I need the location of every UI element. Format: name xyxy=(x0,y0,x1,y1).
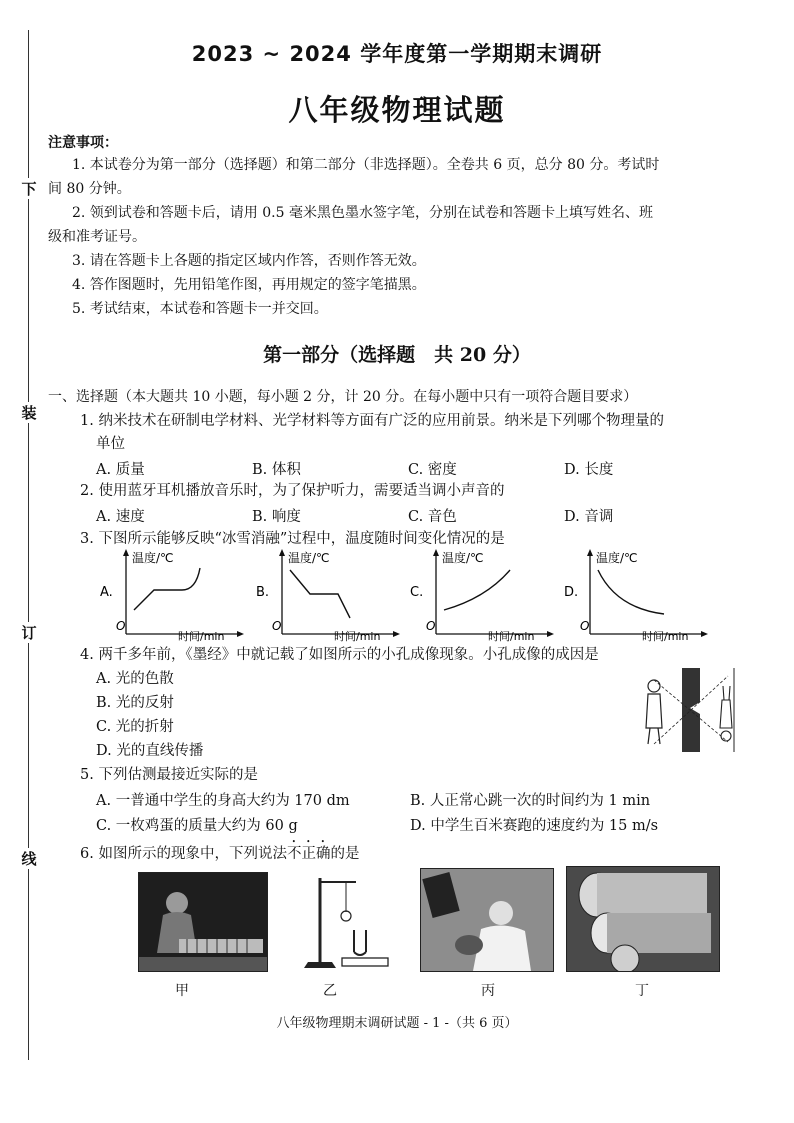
exam-subtitle: 八年级物理试题 xyxy=(288,93,506,127)
question-2-stem: 2. 使用蓝牙耳机播放音乐时，为了保护听力，需要适当调小声音的 xyxy=(80,483,505,499)
question-6-stem-pre: 6. 如图所示的现象中，下列说法 xyxy=(80,846,287,862)
x-label: 时间/min xyxy=(178,630,225,642)
photo-yi xyxy=(296,870,396,972)
x-axis-arrow xyxy=(237,631,244,637)
object xyxy=(455,935,483,955)
origin-label: O xyxy=(426,619,436,633)
stand-base xyxy=(304,962,336,968)
note-line: 4. 答作图题时，先用铅笔作图，再用规定的签字笔描黑。 xyxy=(72,277,426,293)
y-label: 温度/℃ xyxy=(288,551,330,565)
question-5-option: C. 一枚鸡蛋的质量大约为 60 g xyxy=(96,818,298,834)
question-5-stem: 5. 下列估测最接近实际的是 xyxy=(80,767,258,783)
question-2-option: C. 音色 xyxy=(408,509,457,525)
chart-c xyxy=(406,548,556,642)
note-line: 级和准考证号。 xyxy=(48,229,146,245)
origin-label: O xyxy=(116,619,126,633)
caption-jia: 甲 xyxy=(175,983,189,999)
y-label: 温度/℃ xyxy=(596,551,638,565)
image-body xyxy=(720,700,732,728)
question-3-stem: 3. 下图所示能够反映“冰雪消融”过程中，温度随时间变化情况的是 xyxy=(80,531,505,547)
note-line: 1. 本试卷分为第一部分（选择题）和第二部分（非选择题）。全卷共 6 页，总分 80 分。考试时 xyxy=(72,157,660,173)
question-5-option: D. 中学生百米赛跑的速度约为 15 m/s xyxy=(410,818,659,834)
exam-title: 2023 ~ 2024 学年度第一学期期末调研 xyxy=(191,42,603,66)
notes-title: 注意事项： xyxy=(48,135,118,151)
x-label: 时间/min xyxy=(334,630,381,642)
page-footer: 八年级物理期末调研试题 - 1 -（共 6 页） xyxy=(276,1016,518,1031)
question-2-option: B. 响度 xyxy=(252,509,301,525)
person-leg xyxy=(648,728,650,744)
caption-bing: 丙 xyxy=(481,983,495,999)
question-5-option: B. 人正常心跳一次的时间约为 1 min xyxy=(410,793,651,809)
curve-b xyxy=(290,570,350,618)
section-intro: 一、选择题（本大题共 10 小题，每小题 2 分，计 20 分。在每小题中只有一项符合题目要求） xyxy=(48,389,638,405)
question-6-stem-emphasis: 不正确 xyxy=(286,846,331,862)
resonance-box xyxy=(342,958,388,966)
binding-char: 线 xyxy=(18,848,40,869)
question-1-stem: 1. 纳米技术在研制电学材料、光学材料等方面有广泛的应用前景。纳米是下列哪个物理量的 xyxy=(80,413,664,429)
y-label: 温度/℃ xyxy=(132,551,174,565)
chart-b xyxy=(252,548,402,642)
y-label: 温度/℃ xyxy=(442,551,484,565)
note-line: 5. 考试结束，本试卷和答题卡一并交回。 xyxy=(72,301,328,317)
question-4-option: C. 光的折射 xyxy=(96,719,174,735)
chart-c-label: C. xyxy=(410,585,424,600)
curve-a xyxy=(134,568,200,610)
curve-d xyxy=(598,570,664,614)
person-body xyxy=(646,694,662,728)
image-leg xyxy=(723,686,724,700)
question-4-option: D. 光的直线传播 xyxy=(96,743,204,759)
x-axis-arrow xyxy=(393,631,400,637)
chart-d-label: D. xyxy=(564,585,579,600)
y-axis-arrow xyxy=(587,549,593,556)
caption-yi: 乙 xyxy=(323,983,337,999)
question-2-option: D. 音调 xyxy=(564,509,614,525)
caption-ding: 丁 xyxy=(635,983,649,999)
chart-a xyxy=(96,548,246,642)
x-label: 时间/min xyxy=(488,630,535,642)
x-label: 时间/min xyxy=(642,630,689,642)
binding-char: 下 xyxy=(18,178,40,199)
x-axis-arrow xyxy=(701,631,708,637)
ball xyxy=(341,911,351,921)
image-leg xyxy=(729,686,730,700)
question-1-option: C. 密度 xyxy=(408,462,457,478)
note-line: 3. 请在答题卡上各题的指定区域内作答，否则作答无效。 xyxy=(72,253,426,269)
zither xyxy=(179,939,263,953)
question-1-option: A. 质量 xyxy=(96,462,145,478)
y-axis-arrow xyxy=(123,549,129,556)
note-line: 间 80 分钟。 xyxy=(48,181,131,197)
origin-label: O xyxy=(272,619,282,633)
person-head xyxy=(489,901,513,925)
image-head xyxy=(721,731,731,741)
photo-ding xyxy=(566,866,720,972)
y-axis-arrow xyxy=(279,549,285,556)
y-axis-arrow xyxy=(433,549,439,556)
question-6-stem xyxy=(80,838,359,865)
chart-d xyxy=(560,548,710,642)
binding-char: 订 xyxy=(18,622,40,643)
question-1-option: B. 体积 xyxy=(252,462,301,478)
binding-char: 装 xyxy=(18,402,40,423)
performer-head xyxy=(166,892,188,914)
photo-jia xyxy=(138,872,268,972)
question-6-stem-post: 的是 xyxy=(330,846,360,862)
question-5-option: A. 一普通中学生的身高大约为 170 dm xyxy=(96,793,350,809)
question-1-option: D. 长度 xyxy=(564,462,614,478)
question-4-stem: 4. 两千多年前，《墨经》中就记载了如图所示的小孔成像现象。小孔成像的成因是 xyxy=(80,647,599,663)
question-2-option: A. 速度 xyxy=(96,509,145,525)
origin-label: O xyxy=(580,619,590,633)
question-4-option: A. 光的色散 xyxy=(96,671,174,687)
question-4-option: B. 光的反射 xyxy=(96,695,174,711)
chart-b-label: B. xyxy=(256,585,270,600)
question-1-stem-cont: 单位 xyxy=(96,436,125,452)
section-title: 第一部分（选择题 共 20 分） xyxy=(263,344,531,366)
binding-margin xyxy=(10,30,40,1060)
person-leg xyxy=(658,728,660,744)
x-axis-arrow xyxy=(547,631,554,637)
pinhole-figure xyxy=(638,666,748,754)
tuning-fork xyxy=(354,930,366,955)
curve-c xyxy=(444,570,510,610)
person-head xyxy=(648,680,660,692)
photo-bing xyxy=(420,868,554,972)
chart-a-label: A. xyxy=(100,585,113,600)
note-line: 2. 领到试卷和答题卡后，请用 0.5 毫米黑色墨水签字笔，分别在试卷和答题卡上填写姓名、班 xyxy=(72,205,653,221)
